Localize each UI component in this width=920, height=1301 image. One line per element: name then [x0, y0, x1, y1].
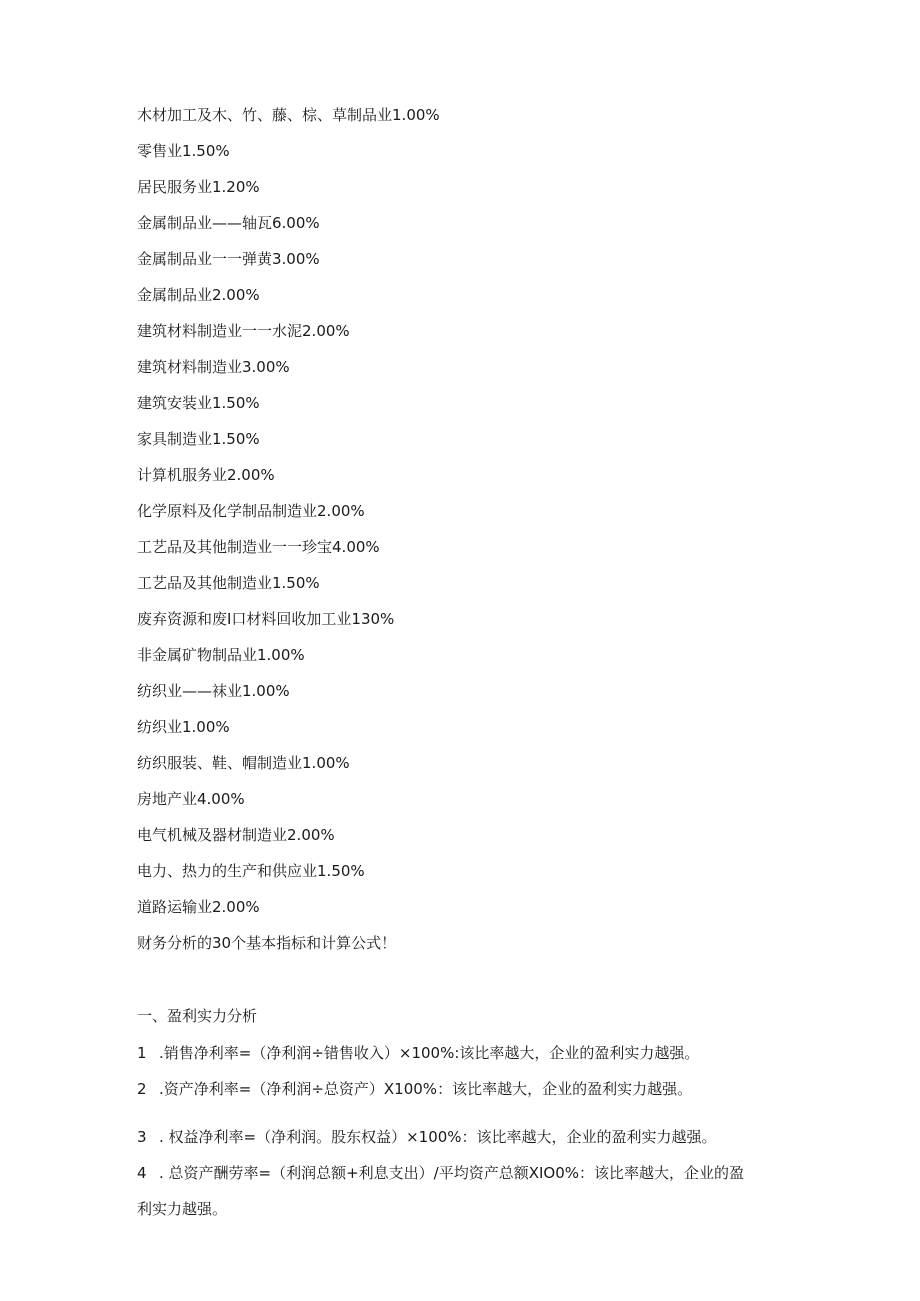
formula-item	[137, 1076, 817, 1102]
list-item: 纺织服装、鞋、帽制造业1.00%	[137, 754, 350, 772]
formula-text: .销售净利率=（净利润÷错售收入）×100%:该比率越大，企业的盈利实力越强。	[159, 1044, 700, 1062]
list-item: 工艺品及其他制造业一一珍宝4.00%	[137, 538, 380, 556]
list-item: 废弃资源和废I口材料回收加工业130%	[137, 610, 395, 628]
formula-item	[137, 1124, 817, 1150]
list-item: 工艺品及其他制造业1.50%	[137, 574, 320, 592]
list-item: 零售业1.50%	[137, 142, 230, 160]
list-item: 金属制品业2.00%	[137, 286, 260, 304]
list-item: 道路运输业2.00%	[137, 898, 260, 916]
formula-item	[137, 1160, 817, 1222]
formula-text: . 总资产酬劳率=（利润总额+利息支出）/平均资产总额XIO0%：该比率越大，企业的盈	[159, 1164, 745, 1182]
list-item: 化学原料及化学制品制造业2.00%	[137, 502, 365, 520]
list-item: 建筑材料制造业一一水泥2.00%	[137, 322, 350, 340]
section-heading: 一、盈利实力分析	[137, 1007, 258, 1025]
list-item: 非金属矿物制品业1.00%	[137, 646, 305, 664]
list-item: 电力、热力的生产和供应业1.50%	[137, 862, 365, 880]
list-item: 家具制造业1.50%	[137, 430, 260, 448]
list-item: 金属制品业——轴瓦6.00%	[137, 214, 320, 232]
formula-text-continuation: 利实力越强。	[137, 1200, 228, 1218]
list-item: 居民服务业1.20%	[137, 178, 260, 196]
list-item: 电气机械及器材制造业2.00%	[137, 826, 335, 844]
formula-text: . 权益净利率=（净利润。股东权益）×100%：该比率越大，企业的盈利实力越强。	[159, 1128, 717, 1146]
list-item: 计算机服务业2.00%	[137, 466, 275, 484]
formula-item	[137, 1040, 817, 1066]
list-item: 纺织业——袜业1.00%	[137, 682, 290, 700]
list-item: 木材加工及木、竹、藤、棕、草制品业1.00%	[137, 106, 440, 124]
formula-number: 2	[137, 1080, 147, 1098]
list-item: 建筑材料制造业3.00%	[137, 358, 290, 376]
list-item: 金属制品业一一弹黄3.00%	[137, 250, 320, 268]
list-item: 纺织业1.00%	[137, 718, 230, 736]
formula-number: 4	[137, 1164, 147, 1182]
formula-number: 3	[137, 1128, 147, 1146]
formula-text: .资产净利率=（净利润÷总资产）X100%：该比率越大，企业的盈利实力越强。	[159, 1080, 693, 1098]
document-subtitle: 财务分析的30个基本指标和计算公式！	[137, 934, 397, 952]
list-item: 房地产业4.00%	[137, 790, 245, 808]
industry-rate-list	[137, 102, 837, 966]
list-item: 建筑安装业1.50%	[137, 394, 260, 412]
formula-number: 1	[137, 1044, 147, 1062]
